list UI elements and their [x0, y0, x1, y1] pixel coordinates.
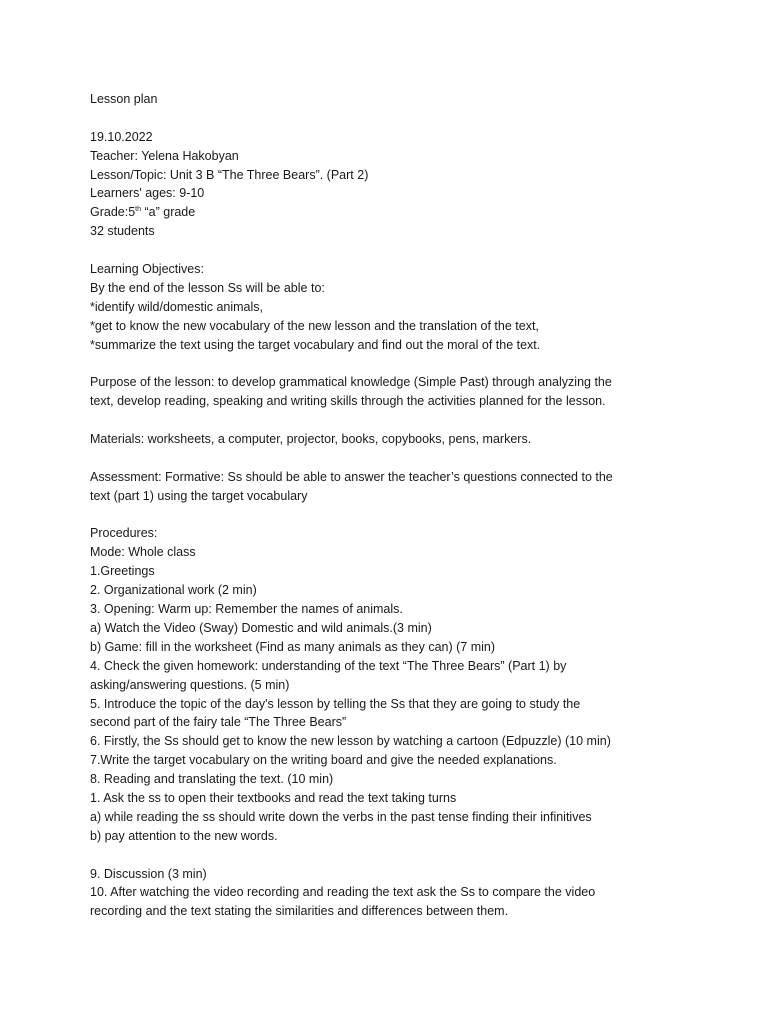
grade-superscript: th [135, 206, 142, 214]
procedure-line: 2. Organizational work (2 min) [90, 583, 257, 598]
procedure-line: a) Watch the Video (Sway) Domestic and wild animals.(3 min) [90, 620, 432, 635]
materials: Materials: worksheets, a computer, projector, books, copybooks, pens, markers. [90, 432, 532, 447]
purpose-section [90, 373, 710, 411]
students-count: 32 students [90, 224, 155, 239]
procedure-line: 4. Check the given homework: understanding of the text “The Three Bears” (Part 1) by [90, 658, 567, 673]
objective-item: *identify wild/domestic animals, [90, 299, 263, 314]
procedure-line: asking/answering questions. (5 min) [90, 677, 290, 692]
closing-line: 10. After watching the video recording and reading the text ask the Ss to compare the video [90, 885, 596, 900]
closing-line: recording and the text stating the similarities and differences between them. [90, 904, 509, 919]
procedure-line: second part of the fairy tale “The Three Bears” [90, 715, 347, 730]
assessment-section [90, 468, 710, 506]
procedure-line: 7.Write the target vocabulary on the writing board and give the needed explanations. [90, 753, 557, 768]
objectives-heading: Learning Objectives: [90, 262, 204, 277]
purpose-line: Purpose of the lesson: to develop grammatical knowledge (Simple Past) through analyzing the [90, 375, 612, 390]
procedures-heading: Procedures: [90, 526, 158, 541]
grade-suffix: “a” grade [141, 205, 196, 220]
procedure-line: 6. Firstly, the Ss should get to know the new lesson by watching a cartoon (Edpuzzle) (10 min) [90, 734, 611, 749]
procedure-line: 8. Reading and translating the text. (10 min) [90, 772, 334, 787]
closing-section [90, 865, 710, 922]
assessment-line: Assessment: Formative: Ss should be able to answer the teacher’s questions connected to the [90, 469, 613, 484]
purpose-line: text, develop reading, speaking and writing skills through the activities planned for the lesson. [90, 394, 606, 409]
spacer [90, 354, 710, 373]
spacer [90, 241, 710, 260]
procedure-line: 1. Ask the ss to open their textbooks and read the text taking turns [90, 790, 457, 805]
header-block [90, 128, 710, 241]
closing-line: 9. Discussion (3 min) [90, 866, 207, 881]
procedures-section [90, 524, 710, 845]
procedure-line: 3. Opening: Warm up: Remember the names of animals. [90, 602, 403, 617]
objectives-intro: By the end of the lesson Ss will be able to: [90, 280, 325, 295]
spacer [90, 846, 710, 865]
spacer [90, 109, 710, 128]
assessment-line: text (part 1) using the target vocabulary [90, 488, 308, 503]
learners-ages: Learners' ages: 9-10 [90, 186, 205, 201]
procedure-line: b) Game: fill in the worksheet (Find as many animals as they can) (7 min) [90, 639, 496, 654]
procedure-line: a) while reading the ss should write down the verbs in the past tense finding their infinitives [90, 809, 592, 824]
spacer [90, 449, 710, 468]
objective-item: *summarize the text using the target vocabulary and find out the moral of the text. [90, 337, 541, 352]
procedure-line: Mode: Whole class [90, 545, 196, 560]
procedure-line: b) pay attention to the new words. [90, 828, 278, 843]
grade [90, 203, 710, 222]
objectives-section [90, 260, 710, 354]
spacer [90, 411, 710, 430]
grade-prefix: Grade:5 [90, 205, 136, 220]
document-title: Lesson plan [90, 92, 158, 106]
procedure-line: 5. Introduce the topic of the day's lesson by telling the Ss that they are going to study the [90, 696, 581, 711]
spacer [90, 506, 710, 525]
lesson-topic: Lesson/Topic: Unit 3 B “The Three Bears”. (Part 2) [90, 167, 369, 182]
teacher: Teacher: Yelena Hakobyan [90, 148, 239, 163]
objective-item: *get to know the new vocabulary of the new lesson and the translation of the text, [90, 318, 539, 333]
date: 19.10.2022 [90, 129, 153, 144]
procedure-line: 1.Greetings [90, 564, 155, 579]
lesson-plan-document [90, 90, 710, 921]
